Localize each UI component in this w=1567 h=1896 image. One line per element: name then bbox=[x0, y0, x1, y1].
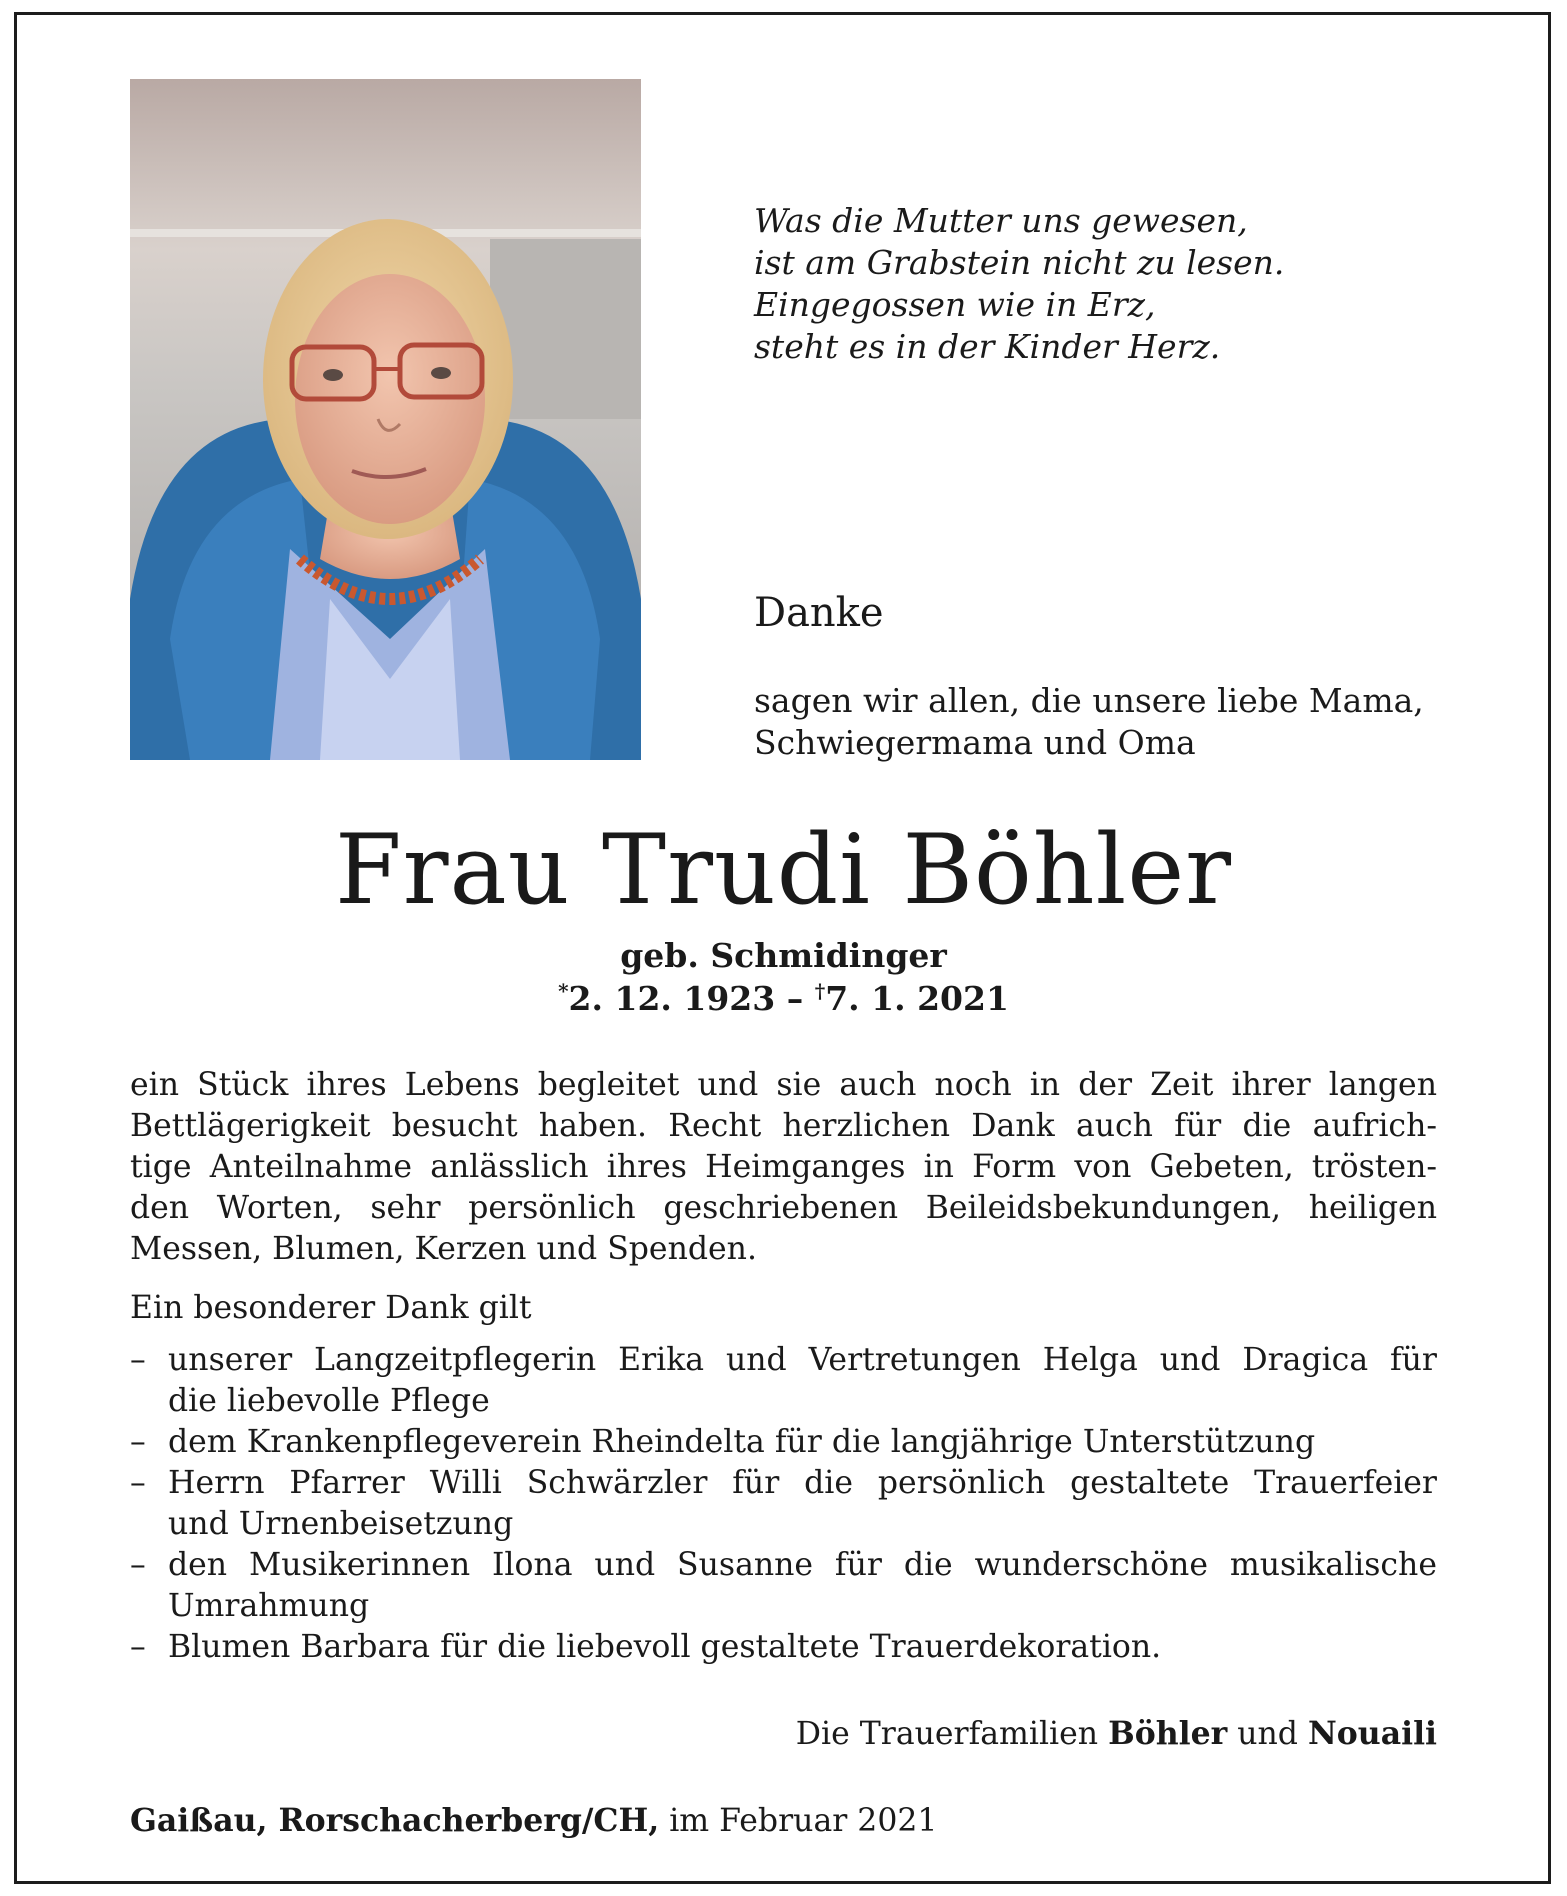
intro-line: Schwiegermama und Oma bbox=[754, 723, 1196, 762]
signature bbox=[796, 1713, 1437, 1755]
thanks-heading: Danke bbox=[754, 590, 884, 636]
thanks-intro bbox=[754, 680, 1454, 764]
poem-line: ist am Grabstein nicht zu lesen. bbox=[754, 243, 1285, 282]
poem-line: steht es in der Kinder Herz. bbox=[754, 327, 1221, 366]
signature-prefix: Die Trauerfamilien bbox=[795, 1716, 1109, 1752]
list-item-line: die liebevolle Pflege bbox=[168, 1383, 490, 1419]
birth-star-icon: * bbox=[558, 979, 569, 1003]
dash-icon: – bbox=[130, 1342, 146, 1378]
list-item-line: Blumen Barbara für die liebevoll gestaltete Trauerdekoration. bbox=[168, 1629, 1162, 1665]
family-name: Böhler bbox=[1108, 1715, 1228, 1752]
publication-date: im Februar 2021 bbox=[659, 1803, 938, 1839]
list-item bbox=[130, 1463, 1437, 1545]
portrait-photo bbox=[130, 79, 641, 760]
body-line: den Worten, sehr persönlich geschriebenen Beileidsbekundungen, heiligen bbox=[130, 1190, 1437, 1226]
poem bbox=[754, 200, 1454, 368]
place-names: Gaißau, Rorschacherberg/CH, bbox=[130, 1802, 660, 1839]
list-item bbox=[130, 1422, 1437, 1463]
thanks-list bbox=[130, 1340, 1437, 1668]
life-dates bbox=[0, 978, 1567, 1020]
list-item-line: Umrahmung bbox=[168, 1588, 370, 1624]
date-separator: – bbox=[775, 979, 815, 1018]
maiden-name: geb. Schmidinger bbox=[620, 936, 947, 975]
poem-line: Eingegossen wie in Erz, bbox=[754, 285, 1156, 324]
signature-joiner: und bbox=[1227, 1716, 1308, 1752]
deceased-name: Frau Trudi Böhler bbox=[334, 814, 1233, 926]
body-line: ein Stück ihres Lebens begleitet und sie auch noch in der Zeit ihrer langen bbox=[130, 1067, 1437, 1103]
death-date: 7. 1. 2021 bbox=[825, 979, 1009, 1018]
body-line: tige Anteilnahme anlässlich ihres Heimganges in Form von Gebeten, trösten- bbox=[130, 1149, 1437, 1185]
death-cross-icon: † bbox=[814, 979, 826, 1003]
family-name: Nouaili bbox=[1307, 1715, 1437, 1752]
dash-icon: – bbox=[130, 1465, 146, 1501]
body-line: Bettlägerigkeit besucht haben. Recht herzlichen Dank auch für die aufrich- bbox=[130, 1108, 1437, 1144]
special-thanks-intro: Ein besonderer Dank gilt bbox=[130, 1290, 532, 1326]
list-item-line: den Musikerinnen Ilona und Susanne für die wunderschöne musikalische bbox=[168, 1547, 1437, 1583]
body-text bbox=[130, 1065, 1437, 1270]
dash-icon: – bbox=[130, 1547, 146, 1583]
list-item bbox=[130, 1627, 1437, 1668]
list-item-line: dem Krankenpflegeverein Rheindelta für die langjährige Unterstützung bbox=[168, 1424, 1316, 1460]
intro-line: sagen wir allen, die unsere liebe Mama, bbox=[754, 681, 1424, 720]
list-item-line: unserer Langzeitpflegerin Erika und Vertretungen Helga und Dragica für bbox=[168, 1342, 1437, 1378]
list-item bbox=[130, 1545, 1437, 1627]
list-item bbox=[130, 1340, 1437, 1422]
list-item-line: Herrn Pfarrer Willi Schwärzler für die persönlich gestaltete Trauerfeier bbox=[168, 1465, 1437, 1501]
dash-icon: – bbox=[130, 1629, 146, 1665]
dash-icon: – bbox=[130, 1424, 146, 1460]
birth-date: 2. 12. 1923 bbox=[568, 979, 776, 1018]
place-date bbox=[130, 1800, 937, 1842]
poem-line: Was die Mutter uns gewesen, bbox=[754, 201, 1248, 240]
body-line: Messen, Blumen, Kerzen und Spenden. bbox=[130, 1231, 757, 1267]
list-item-line: und Urnenbeisetzung bbox=[168, 1506, 514, 1542]
